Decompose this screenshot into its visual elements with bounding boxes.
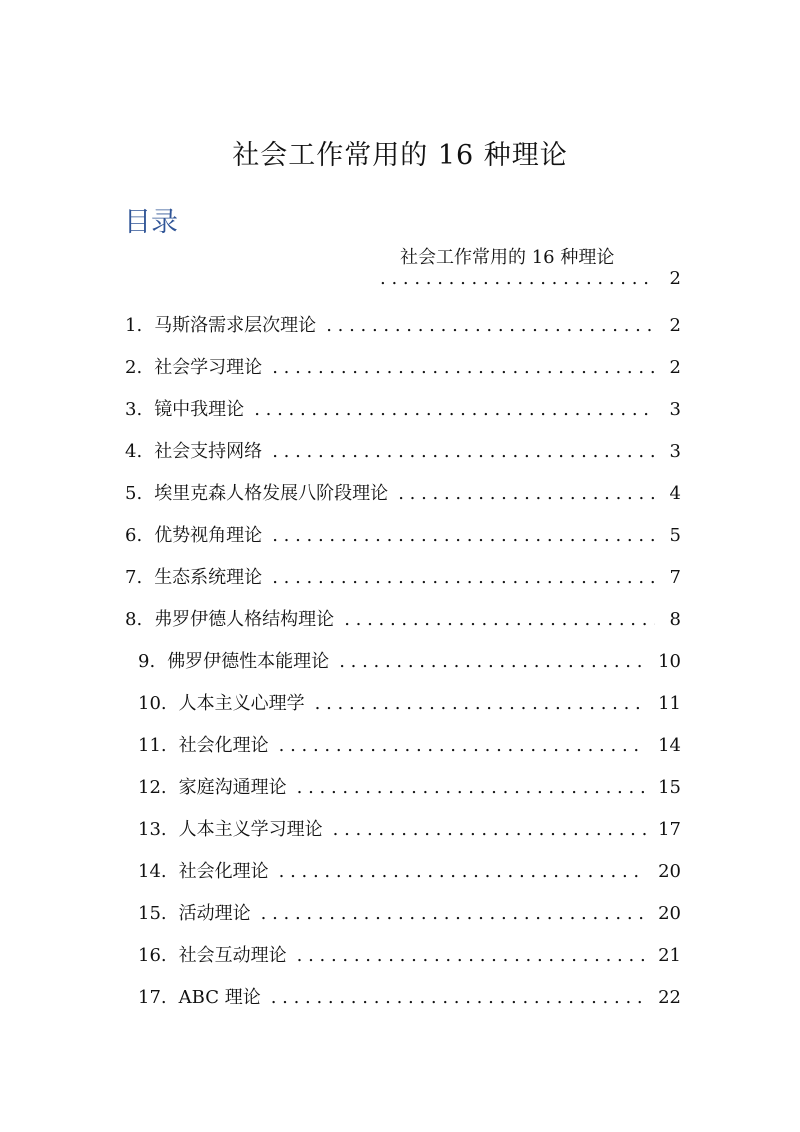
toc-leader-dots — [271, 987, 646, 1008]
toc-entry[interactable] — [125, 311, 681, 337]
toc-leader-dots — [279, 735, 646, 756]
toc-entry-number: 5. — [125, 483, 143, 504]
toc-top-entry-label[interactable]: 社会工作常用的 16 种理论 — [400, 247, 615, 268]
toc-entry-label: ABC 理论 — [178, 987, 261, 1008]
toc-entry-label: 社会化理论 — [178, 861, 269, 882]
toc-page-number: 2 — [669, 357, 681, 378]
toc-page-number: 10 — [658, 651, 681, 672]
toc-page-number: 2 — [669, 315, 681, 336]
toc-leader-dots — [326, 315, 655, 336]
toc-leader-dots — [297, 777, 646, 798]
toc-entry[interactable] — [138, 731, 681, 757]
toc-entry-number: 6. — [125, 525, 143, 546]
toc-entry-number: 12. — [138, 777, 167, 798]
toc-entry-number: 13. — [138, 819, 167, 840]
toc-entry-label: 优势视角理论 — [154, 525, 263, 546]
toc-entry-label: 人本主义学习理论 — [178, 819, 323, 840]
toc-entry-label: 家庭沟通理论 — [178, 777, 287, 798]
toc-leader-dots — [272, 441, 655, 462]
toc-page-number: 4 — [669, 483, 681, 504]
toc-leader-dots — [344, 609, 655, 630]
toc-page-number: 7 — [669, 567, 681, 588]
toc-entry[interactable] — [125, 563, 681, 589]
toc-page-number: 20 — [658, 903, 681, 924]
toc-entry-number: 2. — [125, 357, 143, 378]
toc-entry[interactable] — [138, 899, 681, 925]
toc-page-number: 8 — [669, 609, 681, 630]
toc-heading: 目录 — [124, 207, 178, 238]
toc-entry-label: 社会化理论 — [178, 735, 269, 756]
toc-page-number: 3 — [669, 441, 681, 462]
toc-entry-label: 人本主义心理学 — [178, 693, 305, 714]
toc-page-number: 11 — [658, 693, 681, 714]
toc-entry[interactable] — [138, 815, 681, 841]
toc-top-entry[interactable] — [380, 268, 681, 294]
toc-leader-dots — [380, 268, 655, 289]
toc-page-number: 14 — [658, 735, 681, 756]
toc-entry-label: 弗罗伊德人格结构理论 — [154, 609, 335, 630]
toc-entry-label: 社会互动理论 — [178, 945, 287, 966]
toc-entry-number: 8. — [125, 609, 143, 630]
toc-entry[interactable] — [138, 773, 681, 799]
toc-entry-label: 镜中我理论 — [154, 399, 245, 420]
toc-entry[interactable] — [138, 857, 681, 883]
toc-page-number: 17 — [658, 819, 681, 840]
toc-page-number: 20 — [658, 861, 681, 882]
toc-entry[interactable] — [125, 437, 681, 463]
toc-entry[interactable] — [125, 353, 681, 379]
toc-entry-label: 生态系统理论 — [154, 567, 263, 588]
toc-entry[interactable] — [138, 941, 681, 967]
toc-entry-number: 15. — [138, 903, 167, 924]
toc-leader-dots — [333, 819, 646, 840]
toc-entry-label: 活动理论 — [178, 903, 251, 924]
toc-entry-number: 16. — [138, 945, 167, 966]
toc-entry-label: 社会学习理论 — [154, 357, 263, 378]
toc-entry-number: 1. — [125, 315, 143, 336]
toc-entry-label: 埃里克森人格发展八阶段理论 — [154, 483, 389, 504]
toc-entry[interactable] — [125, 605, 681, 631]
toc-entry-number: 11. — [138, 735, 167, 756]
toc-entry-number: 17. — [138, 987, 167, 1008]
toc-page-number: 2 — [669, 268, 681, 289]
toc-leader-dots — [398, 483, 655, 504]
toc-page-number: 15 — [658, 777, 681, 798]
toc-entry-label: 马斯洛需求层次理论 — [154, 315, 317, 336]
toc-entry[interactable] — [138, 983, 681, 1009]
toc-entry[interactable] — [138, 647, 681, 673]
toc-entry-label: 社会支持网络 — [154, 441, 263, 462]
toc-entry-number: 3. — [125, 399, 143, 420]
toc-page-number: 22 — [658, 987, 681, 1008]
toc-page-number: 21 — [658, 945, 681, 966]
toc-leader-dots — [315, 693, 646, 714]
toc-leader-dots — [254, 399, 655, 420]
toc-entry-number: 9. — [138, 651, 156, 672]
toc-entry-number: 10. — [138, 693, 167, 714]
toc-entry-number: 14. — [138, 861, 167, 882]
toc-entry-label: 佛罗伊德性本能理论 — [167, 651, 330, 672]
toc-entry[interactable] — [125, 521, 681, 547]
toc-leader-dots — [272, 357, 655, 378]
toc-entry-number: 7. — [125, 567, 143, 588]
toc-entry[interactable] — [125, 479, 681, 505]
toc-page-number: 3 — [669, 399, 681, 420]
toc-entry[interactable] — [125, 395, 681, 421]
toc-leader-dots — [272, 525, 655, 546]
toc-entry[interactable] — [138, 689, 681, 715]
toc-leader-dots — [339, 651, 646, 672]
toc-leader-dots — [279, 861, 646, 882]
toc-leader-dots — [261, 903, 646, 924]
toc-leader-dots — [297, 945, 646, 966]
toc-page-number: 5 — [669, 525, 681, 546]
toc-entry-number: 4. — [125, 441, 143, 462]
toc-leader-dots — [272, 567, 655, 588]
document-title: 社会工作常用的 16 种理论 — [232, 140, 568, 171]
